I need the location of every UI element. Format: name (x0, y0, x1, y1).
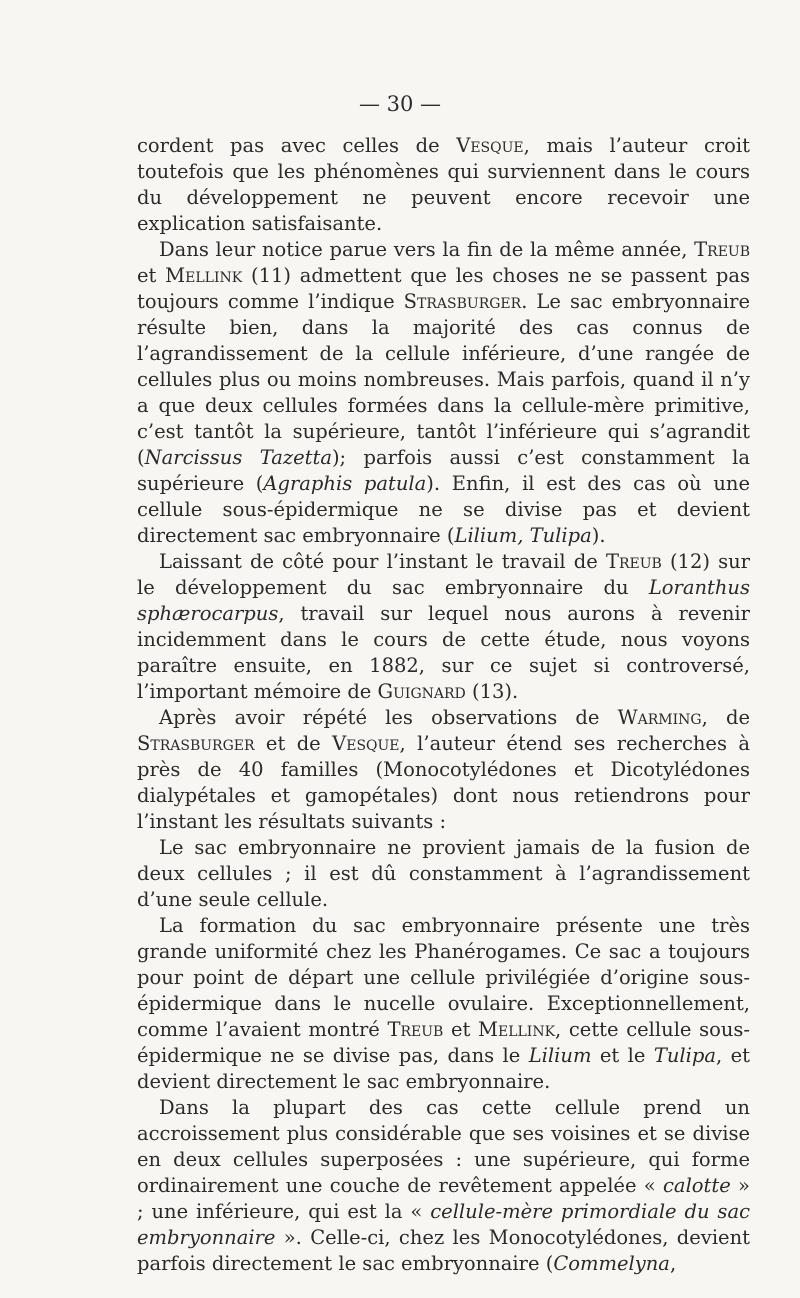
paragraph (137, 237, 750, 549)
italic-term: Lilium (528, 1044, 592, 1067)
author-name: Mellink (165, 264, 243, 287)
author-name: Treub (387, 1018, 444, 1041)
text-run: et le (591, 1044, 654, 1067)
author-name: Treub (605, 550, 662, 573)
text-run: Laissant de côté pour l’instant le travail de (159, 550, 606, 573)
paragraph (137, 133, 750, 237)
text-run: Après avoir répété les observations de (159, 706, 618, 729)
body-text (137, 133, 750, 1277)
text-run: , de (701, 706, 751, 729)
text-run: ». Celle-ci, chez les Monocotylédones, devient parfois directement le sac embryonnaire ( (137, 1226, 750, 1275)
paragraph (137, 913, 750, 1095)
text-run: » ; une inférieure, qui est la « (137, 1174, 750, 1223)
author-name: Treub (694, 238, 750, 261)
text-run: et (443, 1018, 479, 1041)
paragraph (137, 1095, 750, 1277)
text-run: ). (591, 524, 606, 547)
text-run: , et devient directement le sac embryonnaire. (137, 1044, 751, 1093)
italic-term: cellule-mère primordiale du sac embryonnaire (137, 1200, 750, 1249)
italic-term: Narcissus Tazetta (144, 446, 332, 469)
paragraph (137, 705, 750, 835)
text-run: La formation du sac embryonnaire présente une très grande uniformité chez les Phanérogames. Ce sac a toujours pour point de départ une cellule privilégiée d’origine sous-épidermique dans le nucelle ovulaire. Exceptionnellement, comme l’avaient montré (137, 914, 750, 1041)
text-run: ); parfois aussi c’est constamment la supérieure ( (137, 446, 750, 495)
author-name: Mellink (478, 1018, 556, 1041)
text-run: cordent pas avec celles de (137, 134, 457, 157)
italic-term: Tulipa (653, 1044, 717, 1067)
text-run: (11) admettent que les choses ne se passent pas toujours comme l’indique (137, 264, 750, 313)
text-run: et (137, 264, 166, 287)
text-run: (12) sur le développement du sac embryonnaire du (137, 550, 750, 599)
text-run: . Le sac embryonnaire résulte bien, dans la majorité des cas connus de l’agrandissement de la cellule inférieure, d’une rangée de cellules plus ou moins nombreuses. Mais parfois, quand il n’y a que deux cellules formées dans la cellule-mère primitive, c’est tantôt la supérieure, tantôt l’inférieure qui s’agrandit ( (137, 290, 750, 469)
paragraph (137, 549, 750, 705)
text-run: , mais l’auteur croit toutefois que les phénomènes qui surviennent dans le cours du développement ne peuvent encore recevoir une explication satisfaisante. (137, 134, 750, 235)
text-run: , l’auteur étend ses recherches à près de 40 familles (Monocotylédones et Dicotylédones dialypétales et gamopétales) dont nous retiendrons pour l’instant les résultats suivants : (137, 732, 751, 833)
paragraph (137, 835, 750, 913)
author-name: Vesque (332, 732, 400, 755)
author-name: Strasburger (403, 290, 522, 313)
italic-term: Commelyna (553, 1252, 670, 1275)
author-name: Strasburger (137, 732, 255, 755)
italic-term: Agraphis patula (263, 472, 427, 495)
author-name: Guignard (377, 680, 466, 703)
text-run: (13). (465, 680, 519, 703)
text-run: , travail sur lequel nous aurons à revenir incidemment dans le cours de cette étude, nous voyons paraître ensuite, en 1882, sur ce sujet si controversé, l’important mémoire de (137, 602, 750, 703)
text-run: Dans leur notice parue vers la fin de la même année, (159, 238, 695, 261)
italic-term: Loranthus sphærocarpus (137, 576, 750, 625)
text-run: ). Enfin, il est des cas où une cellule sous-épidermique ne se divise pas et devient directement sac embryonnaire ( (137, 472, 750, 547)
italic-term: calotte (663, 1174, 731, 1197)
author-name: Vesque (456, 134, 524, 157)
author-name: Warming (617, 706, 702, 729)
text-run: et de (254, 732, 333, 755)
text-run: Le sac embryonnaire ne provient jamais de la fusion de deux cellules ; il est dû constamment à l’agrandissement d’une seule cellule. (137, 836, 750, 911)
text-run: Dans la plupart des cas cette cellule prend un accroissement plus considérable que ses voisines et se divise en deux cellules superposées : une supérieure, qui forme ordinairement une couche de revêtement appelée « (137, 1096, 750, 1197)
italic-term: Lilium, Tulipa (454, 524, 592, 547)
text-run: , (669, 1252, 677, 1275)
text-run: , cette cellule sous-épidermique ne se divise pas, dans le (137, 1018, 751, 1067)
page-number: — 30 — (358, 92, 442, 116)
